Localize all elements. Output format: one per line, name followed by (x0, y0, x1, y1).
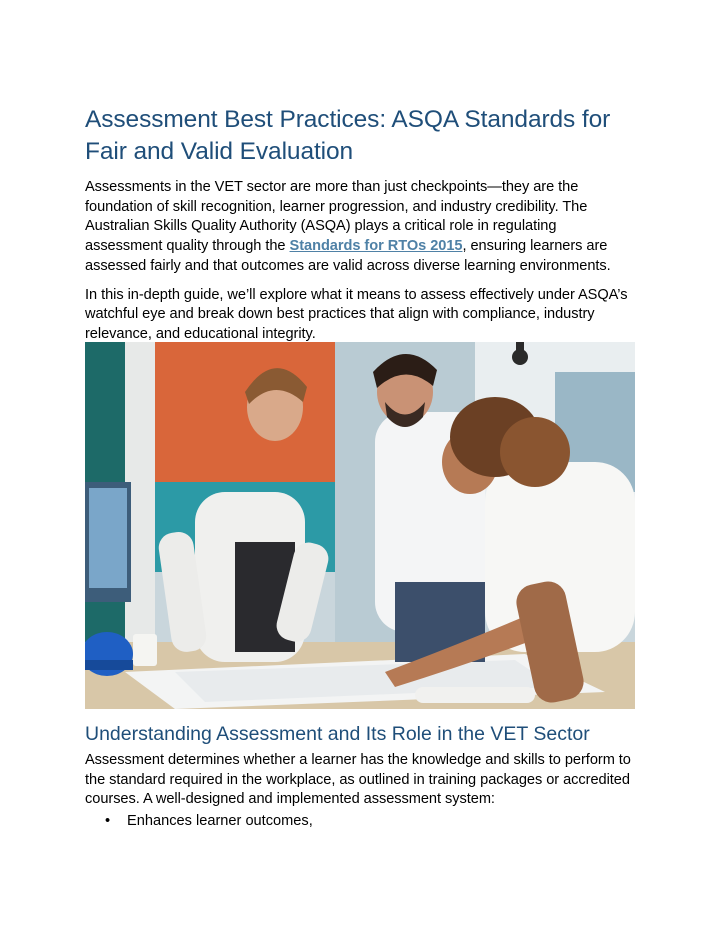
standards-link[interactable]: Standards for RTOs 2015 (289, 238, 463, 255)
section-heading: Understanding Assessment and Its Role in the VET Sector (85, 723, 590, 745)
bullet-list (85, 812, 635, 832)
article (85, 104, 635, 829)
list-item-text: Enhances learner outcomes, (127, 813, 313, 829)
intro-text-start: Assessments in the VET sector are more than just checkpoints—they are the foundation of skill recognition, learner progression, and industry credibility. The Australian Skills Quality Authority (ASQA) plays a critical role in regulating assessment quality through the (85, 179, 588, 255)
page-title: Assessment Best Practices: ASQA Standards for Fair and Valid Evaluation (85, 106, 611, 165)
intro-paragraph-2: In this in-depth guide, we’ll explore what it means to assess effectively under ASQA’s watchful eye and break down best practices that align with compliance, industry relevance, and educational integrity. (85, 286, 628, 342)
list-item (85, 812, 635, 832)
bullet-icon: • (105, 813, 111, 829)
hero-photo (85, 342, 635, 709)
team-planning-photo (85, 342, 635, 709)
section-paragraph: Assessment determines whether a learner has the knowledge and skills to perform to the standard required in the workplace, as outlined in training packages or accredited courses. A well-designed and implemented assessment system: (85, 752, 631, 808)
intro-text-end: , ensuring learners are assessed fairly and that outcomes are valid across diverse learning environments. (85, 238, 611, 274)
intro-paragraph (85, 178, 635, 277)
